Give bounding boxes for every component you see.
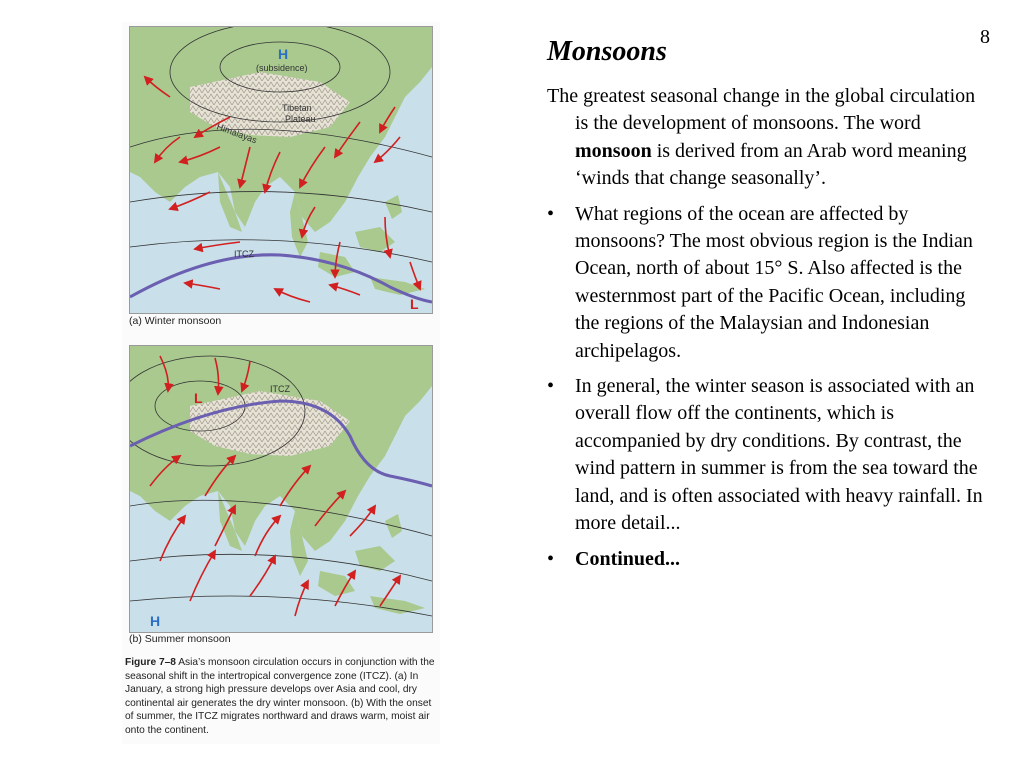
intro-bold-term: monsoon bbox=[575, 139, 652, 162]
page-title: Monsoons bbox=[547, 36, 667, 67]
high-pressure-label: H bbox=[150, 613, 161, 629]
itcz-label: ITCZ bbox=[270, 384, 290, 394]
low-pressure-label: L bbox=[194, 390, 203, 406]
bullet-item-2 bbox=[547, 373, 992, 537]
intro-text-before: The greatest seasonal change in the global circulation is the development of monsoons. The word bbox=[547, 85, 976, 135]
low-pressure-label: L bbox=[410, 296, 419, 312]
tibetan-label-line1: Tibetan bbox=[282, 103, 312, 113]
bullet-symbol: • bbox=[547, 202, 555, 225]
subsidence-label: (subsidence) bbox=[256, 63, 308, 73]
page-number: 8 bbox=[980, 26, 990, 48]
summer-caption: (b) Summer monsoon bbox=[129, 633, 231, 645]
winter-monsoon-map bbox=[129, 26, 433, 314]
intro-text-after: is derived from an Arab word meaning ‘winds that change seasonally’. bbox=[575, 139, 967, 190]
bullet-text: What regions of the ocean are affected by monsoons? The most obvious region is the Indian Ocean, north of about 15° S. Also affected is the westernmost part of the Pacific Ocean, including the regions of the Malaysian and Indonesian archipelagos. bbox=[575, 202, 973, 362]
monsoon-figure bbox=[122, 22, 440, 744]
high-pressure-label: H bbox=[278, 46, 289, 62]
bullet-item-3 bbox=[547, 546, 992, 573]
bullet-text: In general, the winter season is associated with an overall flow off the continents, which is accompanied by dry conditions. By contrast, the wind pattern in summer is from the sea toward the land, and is often associated with heavy rainfall. In more detail... bbox=[575, 375, 983, 535]
slide-text bbox=[547, 35, 992, 581]
bullet-symbol: • bbox=[547, 547, 555, 570]
figure-caption bbox=[125, 656, 437, 738]
figure-caption-text: Asia’s monsoon circulation occurs in conjunction with the seasonal shift in the intertropical convergence zone (ITCZ). (a) In January, a strong high pressure develops over Asia and cool, dry continental air generates the dry winter monsoon. (b) With the onset of summer, the ITCZ migrates northward and draws warm, moist air onto the continent. bbox=[125, 657, 435, 736]
bullet-text: Continued... bbox=[575, 547, 681, 570]
tibetan-label-line2: Plateau bbox=[285, 114, 316, 124]
bullet-item-1 bbox=[547, 201, 992, 365]
figure-caption-label: Figure 7–8 bbox=[125, 657, 176, 668]
winter-caption: (a) Winter monsoon bbox=[129, 315, 222, 327]
itcz-label: ITCZ bbox=[234, 249, 254, 259]
bullet-symbol: • bbox=[547, 375, 555, 398]
himalayas-label: Himalayas bbox=[215, 121, 259, 146]
intro-paragraph bbox=[547, 83, 992, 193]
summer-monsoon-map bbox=[129, 345, 433, 633]
